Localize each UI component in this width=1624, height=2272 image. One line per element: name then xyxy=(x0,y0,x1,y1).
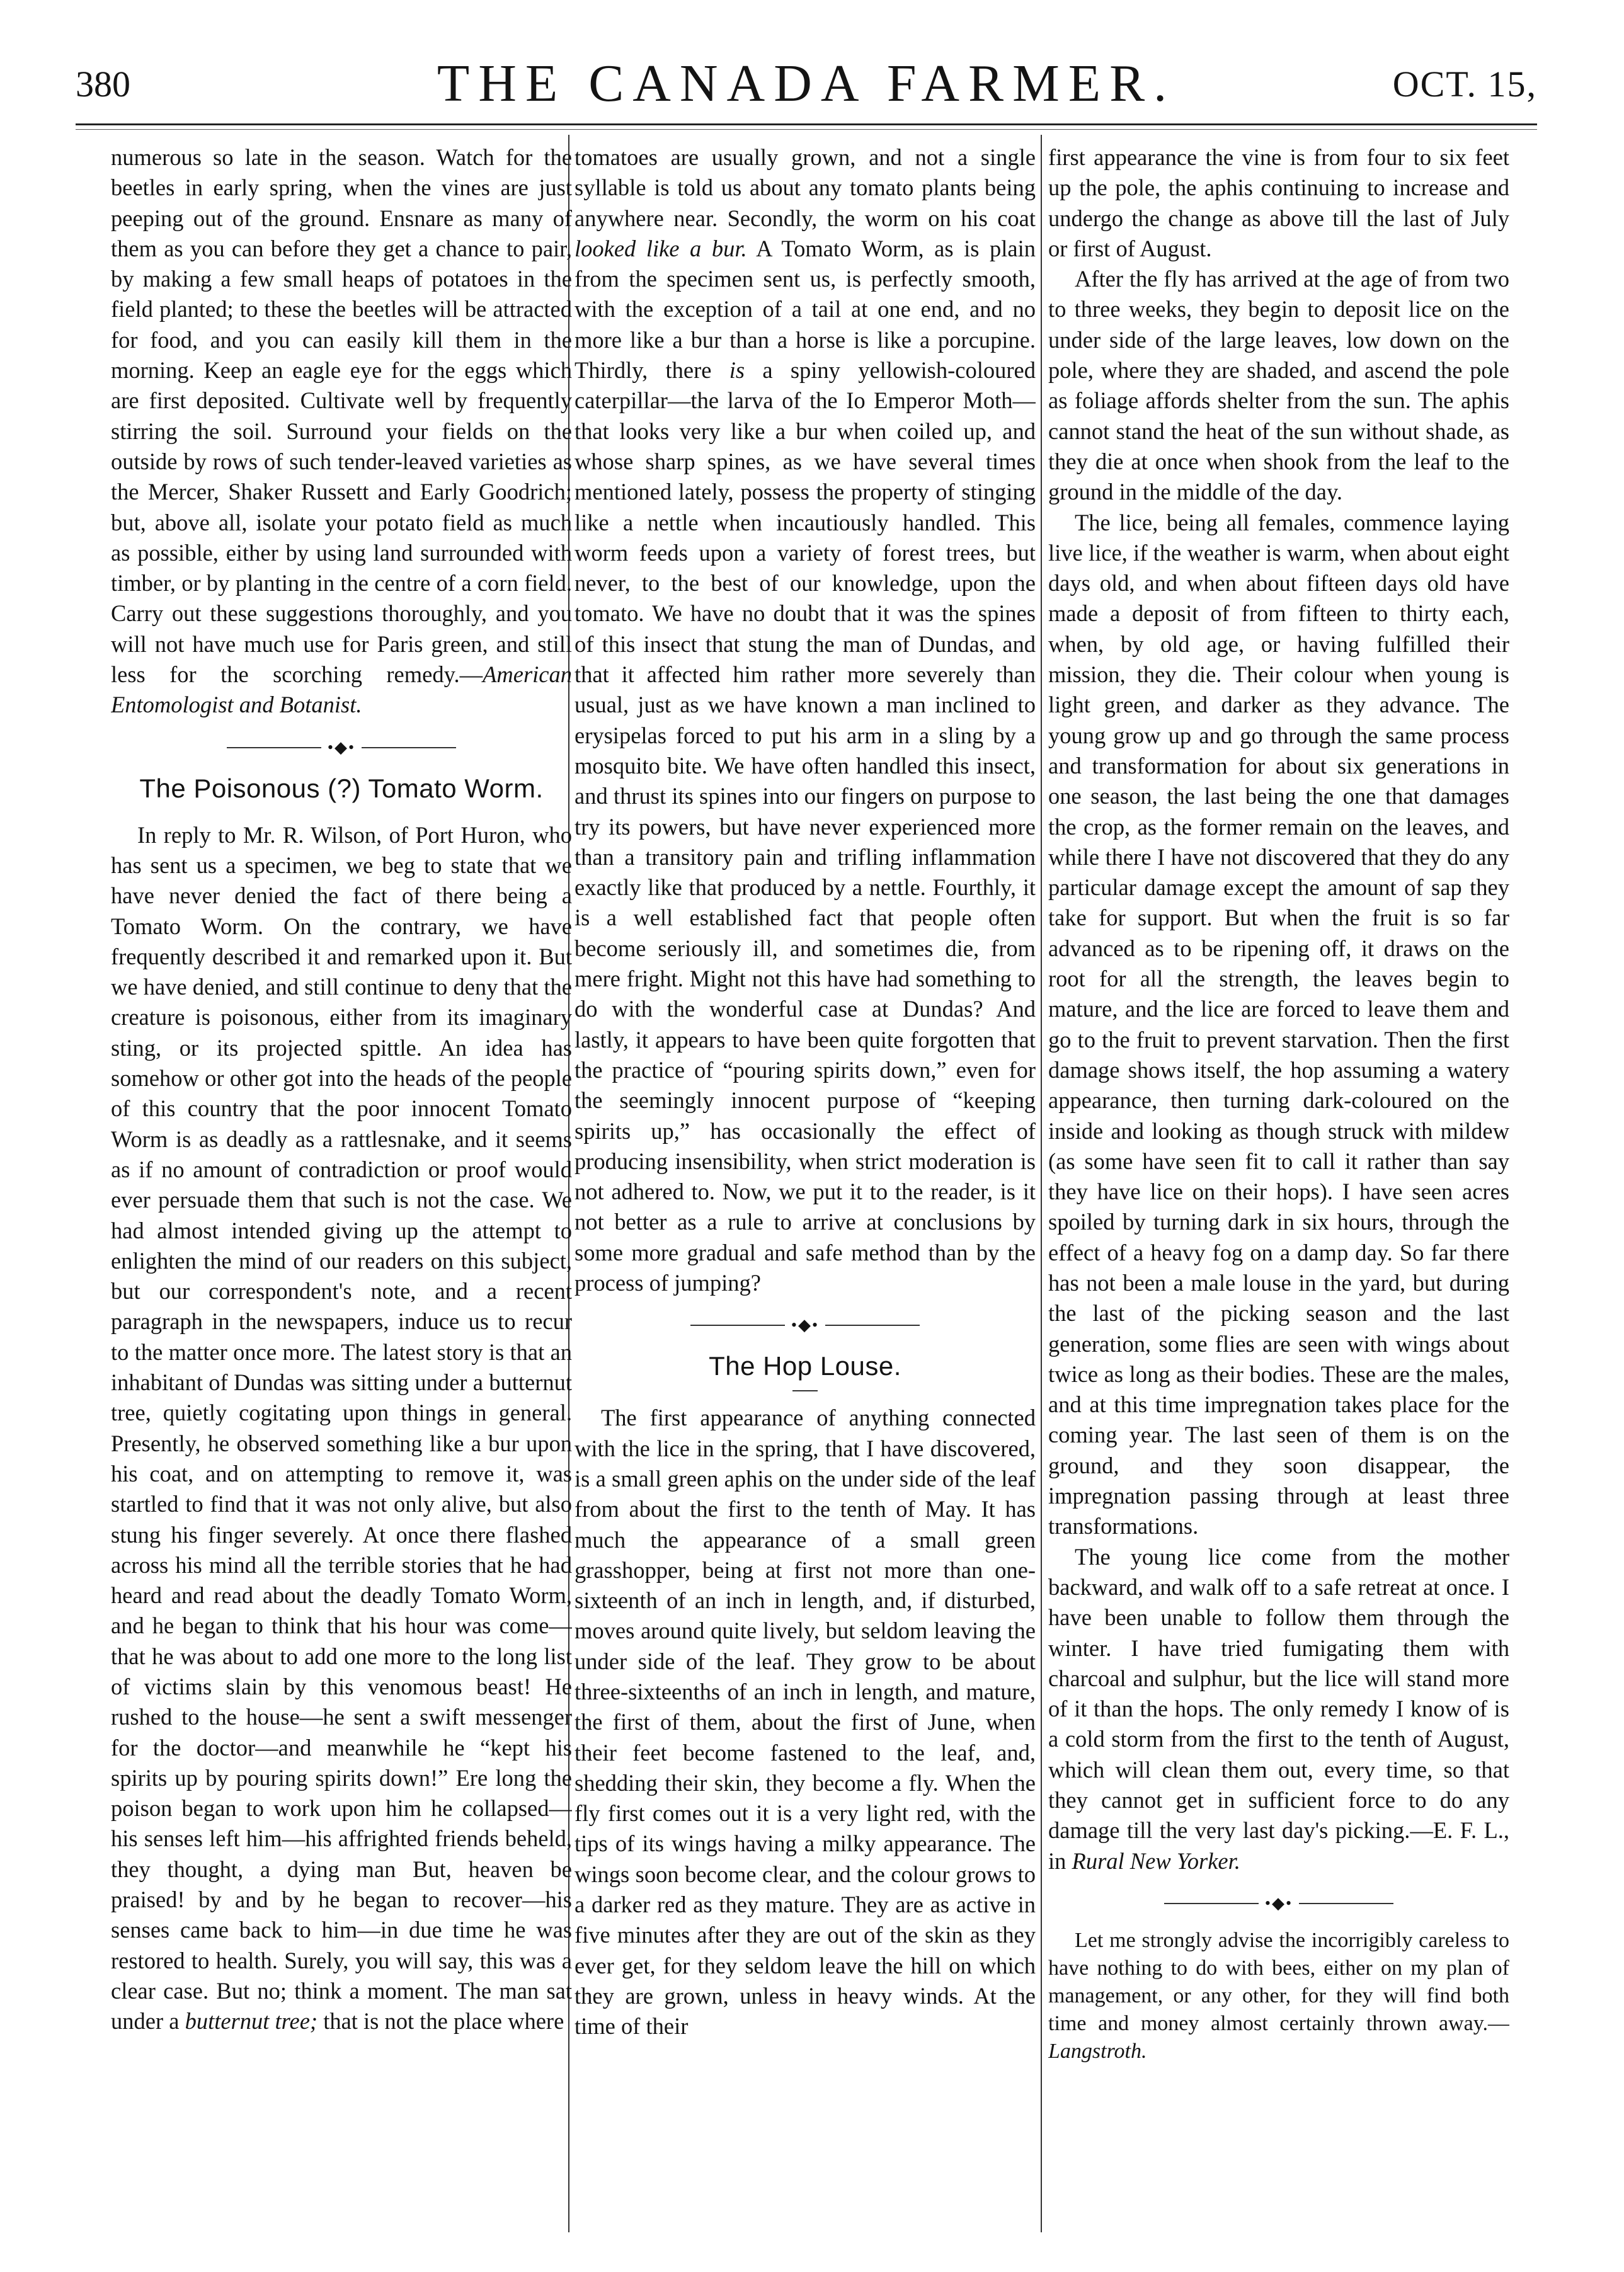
article-paragraph: tomatoes are usually grown, and not a single syllable is told us about any tomato plants being anywhere near. Secondly, the worm on his coat looked like a bur. A Tomato Worm, as is plain from the specimen sent us, is perfectly smooth, with the exception of a tail at one end, and no more like a bur than a horse is like a porcupine. Thirdly, there is a spiny yellowish-coloured caterpillar—the larva of the Io Emperor Moth—that looks very like a bur when coiled up, and whose sharp spines, as we have several times mentioned lately, possess the property of stinging like a nettle when incautiously handled. This worm feeds upon a variety of forest trees, but never, to the best of our knowledge, upon the tomato. We have no doubt that it was the spines of this insect that stung the man of Dundas, and that it affected him rather more severely than usual, just as we have known a man inclined to erysipelas forced to put his arm in a sling by a mosquito bite. We have often handled this insect, and thrust its spines into our fingers on purpose to try its powers, but have never experienced more than a transitory pain and trifling inflammation exactly like that produced by a nettle. Fourthly, it is a well established fact that people often become seriously ill, and sometimes die, from mere fright. Might not this have had something to do with the wonderful case at Dundas? And lastly, it appears to have been quite forgotten that the practice of “pouring spirits down,” even for the seemingly innocent purpose of “keeping spirits up,” has occasionally the effect of producing insensibility, when strict moderation is not adhered to. Now, we put it to the reader, is it not better as a rule to arrive at conclusions by some more gradual and safe method than by the process of jumping? xyxy=(575,144,1036,1296)
article-title: The Poisonous (?) Tomato Worm. xyxy=(139,773,544,803)
article-paragraph: The lice, being all females, commence laying live lice, if the weather is warm, when about eight days old, and when about fifteen days old have made a deposit of from fifteen to thirty each, when, by old age, or having fulfilled their mission, they die. Their colour when young is light green, and darker as they advance. The young grow up and go through the same process and transformation for about six generations in one season, the last being the one that damages the crop, as the former remain on the leaves, and while there I have not discovered that they do any particular damage except the amount of sap they take for support. But when the fruit is so far advanced as to be ripening off, it draws on the root for all the strength, the leaves begin to mature, and the lice are forced to leave them and go to the fruit to prevent starvation. Then the first damage shows itself, the hop assuming a watery appearance, then turning dark-coloured on the inside and looking as though struck with mildew (as some have seen fit to call it rather than say they have lice on their hops). I have seen acres spoiled by turning dark in six hours, through the effect of a heavy fog on a damp day. So far there has not been a male louse in the yard, but during the last of the picking season and the last generation, some flies are seen with wings about twice as long as their bodies. These are the males, and at this time impregnation takes place for the coming year. The last seen of them is on the ground, and they soon disappear, the impregnation passing through at least three transformations. xyxy=(1048,509,1509,1539)
issue-date: OCT. 15, xyxy=(1392,64,1537,105)
ornament-rule xyxy=(227,747,321,748)
column-3 xyxy=(1048,142,1509,2227)
ornament-rule xyxy=(690,1325,785,1326)
article-paragraph: first appearance the vine is from four to six feet up the pole, the aphis continuing to increase and undergo the change as above till the last of July or first of August. xyxy=(1048,144,1509,261)
ornament-rule xyxy=(825,1325,920,1326)
section-ornament xyxy=(575,1315,1036,1335)
section-ornament xyxy=(1048,1893,1509,1913)
header-rule xyxy=(76,123,1537,125)
ornament-glyph: •◆• xyxy=(327,738,356,756)
page-number: 380 xyxy=(76,64,130,105)
ornament-rule xyxy=(1299,1903,1393,1904)
title-underline xyxy=(792,1390,818,1391)
header-rule-thin xyxy=(76,129,1537,130)
article-paragraph: In reply to Mr. R. Wilson, of Port Huron, who has sent us a specimen, we beg to state that we have never denied the fact of there being a Tomato Worm. On the contrary, we have frequently described it and remarked upon it. But we have denied, and still continue to deny that the creature is poisonous, either from its imaginary sting, or its projected spittle. An idea has somehow or other got into the heads of the people of this country that the poor innocent Tomato Worm is as deadly as a rattlesnake, and it seems as if no amount of contradiction or proof would ever persuade them that such is not the case. We had almost intended giving up the attempt to enlighten the mind of our readers on this subject, but our correspondent's note, and a recent paragraph in the newspapers, induce us to recur to the matter once more. The latest story is that an inhabitant of Dundas was sitting under a butternut tree, quietly cogitating upon things in general. Presently, he observed something like a bur upon his coat, and on attempting to remove it, was startled to find that it was not only alive, but also stung his finger severely. At once there flashed across his mind all the terrible stories that he had heard and read about the deadly Tomato Worm, and he began to think that his hour was come—that he was about to add one more to the long list of victims slain by this venomous beast! He rushed to the house—he sent a swift messenger for the doctor—and meanwhile he “kept his spirits up by pouring spirits down!” Ere long the poison began to work upon him he collapsed—his senses left him—his affrighted friends beheld, they thought, a dying man But, heaven be praised! by and by he began to recover—his senses came back to him—in due time he was restored to health. Surely, you will say, this was a clear case. But no; think a moment. The man sat under a butternut tree; that is not the place where xyxy=(111,821,572,2035)
ornament-glyph: •◆• xyxy=(791,1316,820,1335)
ornament-glyph: •◆• xyxy=(1264,1893,1293,1912)
masthead-title: THE CANADA FARMER. xyxy=(437,54,1176,113)
section-ornament xyxy=(111,737,572,757)
article-paragraph: numerous so late in the season. Watch for the beetles in early spring, when the vines are just peeping out of the ground. Ensnare as many of them as you can before they get a chance to pair, by making a few small heaps of potatoes in the field planted; to these the beetles will be attracted for food, and you can easily kill them in the morning. Keep an eagle eye for the eggs which are first deposited. Cultivate well by frequently stirring the soil. Surround your fields on the outside by rows of such tender-leaved varieties as the Mercer, Shaker Russett and Early Goodrich; but, above all, isolate your potato field as much as possible, either by using land surrounded with timber, or by planting in the centre of a corn field. Carry out these suggestions thoroughly, and you will not have much use for Paris green, and still less for the scorching remedy.—American Entomologist and Botanist. xyxy=(111,144,572,718)
ornament-rule xyxy=(362,747,456,748)
article-paragraph: Let me strongly advise the incorrigibly careless to have nothing to do with bees, either on my plan of management, or any other, for they will find both time and money almost certainly thrown away.—Langstroth. xyxy=(1048,1928,1509,2063)
page-header xyxy=(76,38,1537,132)
article-paragraph: The young lice come from the mother backward, and walk off to a safe retreat at once. I have been unable to follow them through the winter. I have tried fumigating them with charcoal and sulphur, but the lice will stand more of it than the hops. The only remedy I know of is a cold storm from the first to the tenth of August, which will clean them out, every time, so that they cannot get in sufficient force to do any damage till the very last day's picking.—E. F. L., in Rural New Yorker. xyxy=(1048,1543,1509,1874)
column-2 xyxy=(575,142,1036,2227)
column-1 xyxy=(111,142,572,2227)
article-paragraph: After the fly has arrived at the age of from two to three weeks, they begin to deposit lice on the under side of the large leaves, low down on the pole, where they are shaded, and ascend the pole as foliage affords shelter from the sun. The aphis cannot stand the heat of the sun without shade, as they die at once when shook from the leaf to the ground in the middle of the day. xyxy=(1048,266,1509,505)
ornament-rule xyxy=(1164,1903,1259,1904)
column-divider xyxy=(1041,135,1042,2232)
article-paragraph: The first appearance of anything connected with the lice in the spring, that I have discovered, is a small green aphis on the under side of the leaf from about the first to the tenth of May. It has much the appearance of a small green grasshopper, being at first not more than one-sixteenth of an inch in length, and, if disturbed, moves around quite lively, but seldom leaving the under side of the leaf. They grow to be about three-sixteenths of an inch in length, and mature, the first of them, about the first of June, when their feet become fastened to the leaf, and, shedding their skin, they become a fly. When the fly first comes out it is a very light red, with the tips of its wings having a milky appearance. The wings soon become clear, and the colour grows to a darker red as they mature. They are as active in five minutes after they are out of the skin as they ever get, for they seldom leave the hill on which they are grown, unless in heavy winds. At the time of their xyxy=(575,1405,1036,2040)
article-title: The Hop Louse. xyxy=(709,1351,901,1381)
